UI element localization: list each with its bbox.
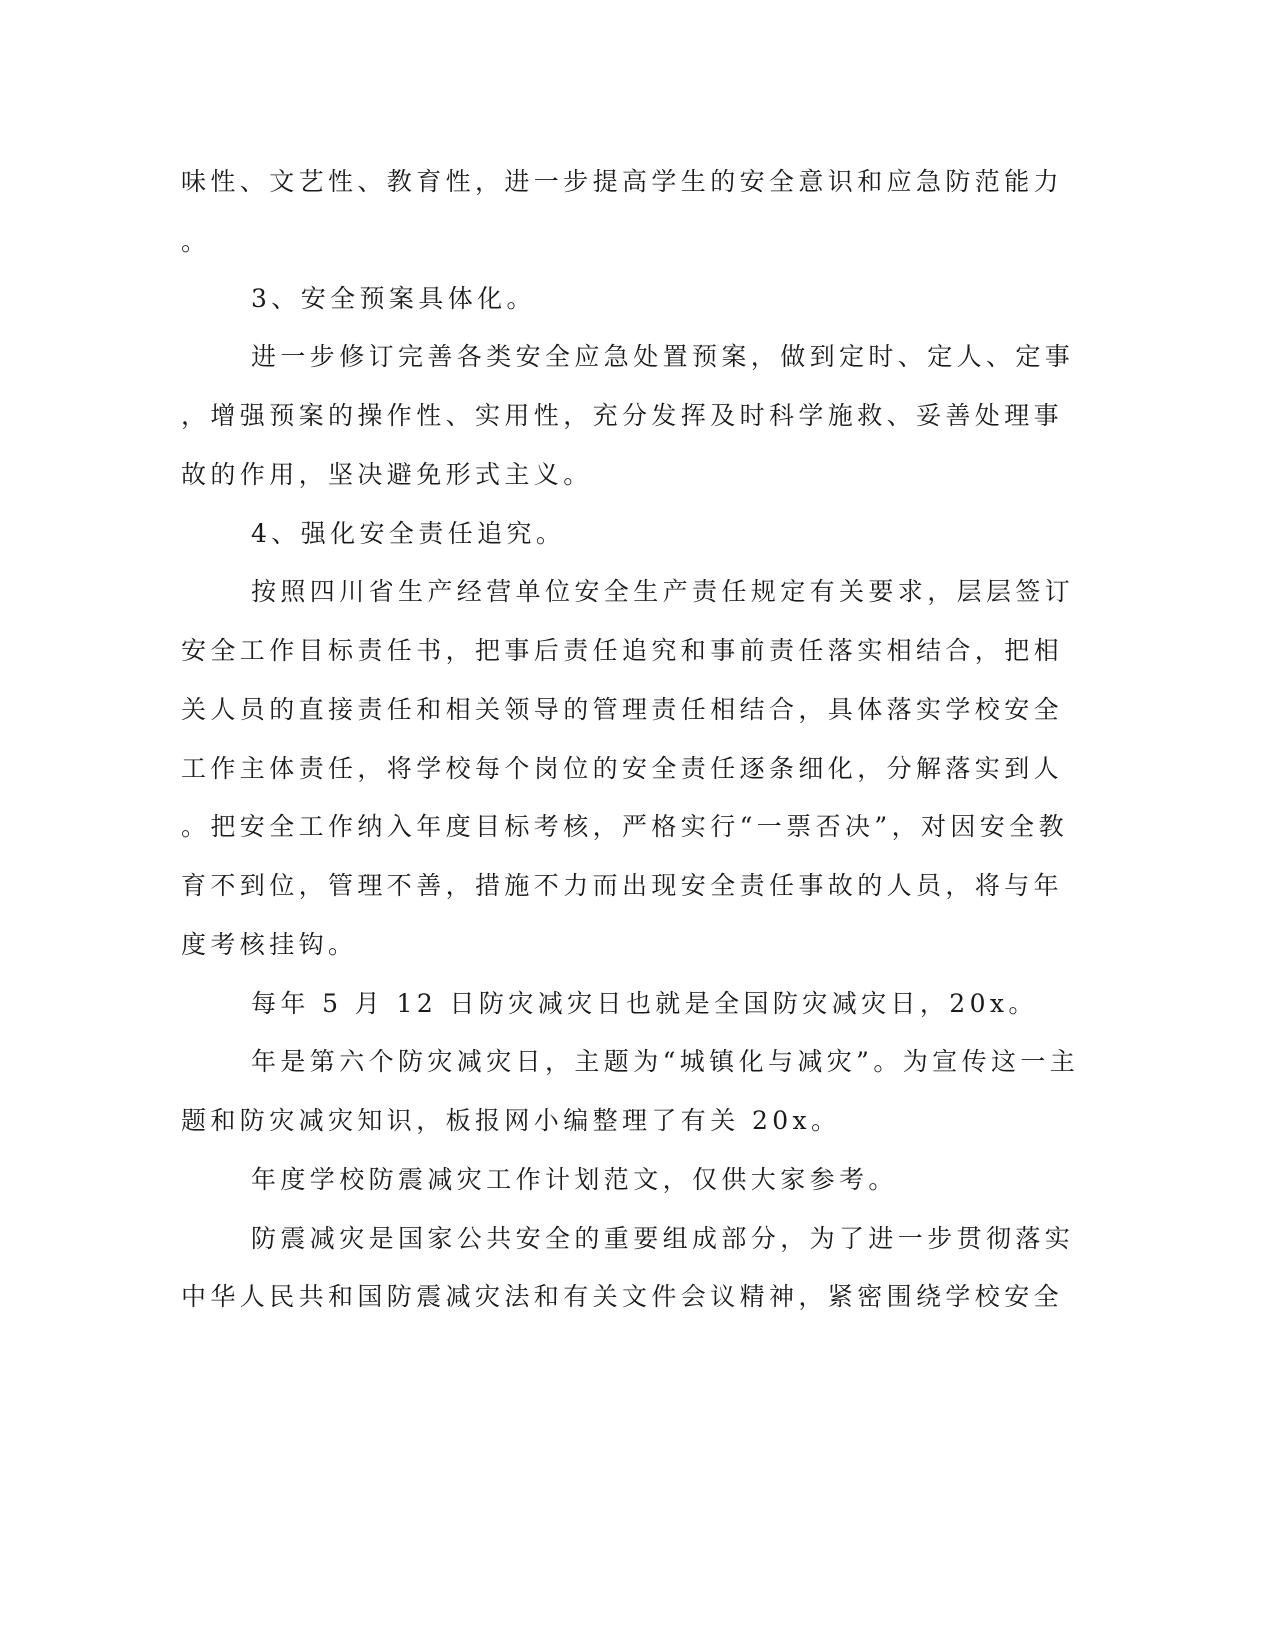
- text-line-11: 工作主体责任，将学校每个岗位的安全责任逐条细化，分解落实到人: [181, 754, 1064, 783]
- text-line-14: 度考核挂钩。: [181, 930, 358, 959]
- text-line-20: 中华人民共和国防震减灾法和有关文件会议精神，紧密围绕学校安全: [181, 1282, 1064, 1311]
- text-line-9: 安全工作目标责任书，把事后责任追究和事前责任落实相结合，把相: [181, 636, 1064, 665]
- text-line-10: 关人员的直接责任和相关领导的管理责任相结合，具体落实学校安全: [181, 695, 1064, 724]
- text-line-12: 。把安全工作纳入年度目标考核，严格实行“一票否决”，对因安全教: [181, 812, 1068, 841]
- text-line-18: 年度学校防震减灾工作计划范文，仅供大家参考。: [251, 1165, 898, 1194]
- text-line-15: 每年 5 月 12 日防灾减灾日也就是全国防灾减灾日，20x。: [251, 989, 1038, 1018]
- text-line-19: 防震减灾是国家公共安全的重要组成部分，为了进一步贯彻落实: [251, 1224, 1075, 1253]
- text-line-16: 年是第六个防灾减灾日，主题为“城镇化与减灾”。为宣传这一主: [251, 1047, 1080, 1076]
- text-line-17: 题和防灾减灾知识，板报网小编整理了有关 20x。: [181, 1106, 841, 1135]
- section-heading-3: 3、安全预案具体化。: [251, 284, 536, 313]
- text-line-4: 进一步修订完善各类安全应急处置预案，做到定时、定人、定事: [251, 342, 1075, 371]
- text-line-6: 故的作用，坚决避免形式主义。: [181, 460, 593, 489]
- text-line-2: 。: [181, 227, 211, 256]
- section-heading-4: 4、强化安全责任追究。: [251, 519, 566, 548]
- text-line-5: ，增强预案的操作性、实用性，充分发挥及时科学施救、妥善处理事: [181, 401, 1064, 430]
- text-line-1: 味性、文艺性、教育性，进一步提高学生的安全意识和应急防范能力: [181, 167, 1064, 196]
- text-line-13: 育不到位，管理不善，措施不力而出现安全责任事故的人员，将与年: [181, 871, 1064, 900]
- text-line-8: 按照四川省生产经营单位安全生产责任规定有关要求，层层签订: [251, 577, 1075, 606]
